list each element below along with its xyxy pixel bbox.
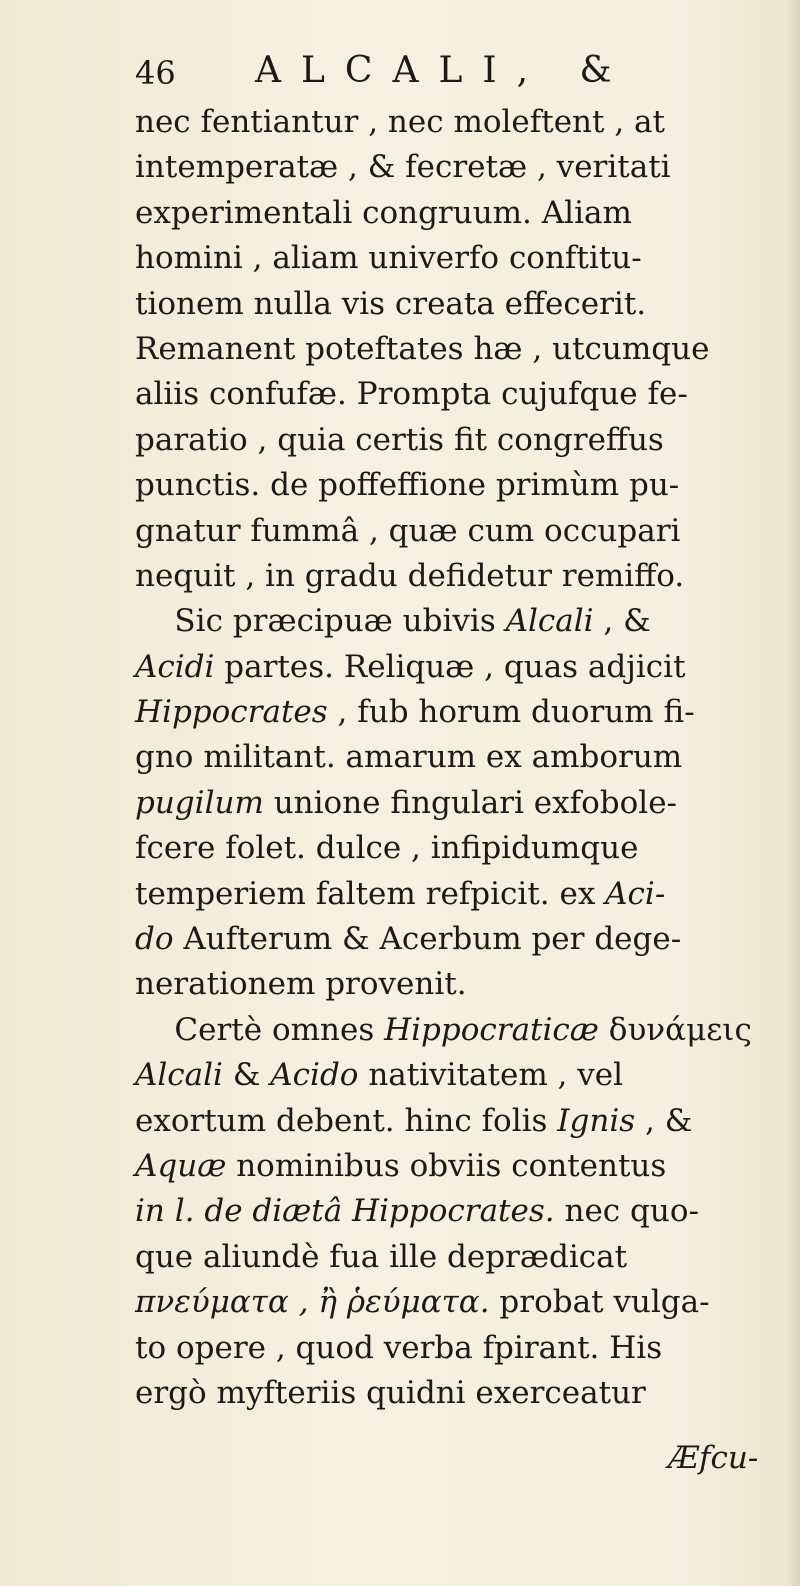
text-segment: partes. Reliquæ , quas adjicit — [214, 648, 686, 685]
text-segment: nequit , in gradu defidetur remiffo. — [135, 557, 685, 594]
italic-segment: Alcali — [505, 603, 594, 640]
text-segment: Remanent poteftates hæ , utcumque — [135, 330, 710, 367]
body-text — [135, 100, 780, 1416]
text-segment: intemperatæ , & fecretæ , veritati — [135, 149, 671, 186]
italic-segment: Hippocrates — [135, 694, 328, 731]
text-line — [135, 191, 780, 236]
text-segment: homini , aliam univerfo conftitu- — [135, 240, 642, 277]
text-line — [135, 1053, 780, 1098]
page-number: 46 — [135, 54, 176, 92]
text-segment: nerationem provenit. — [135, 966, 467, 1003]
text-line — [135, 599, 780, 644]
text-line — [135, 1326, 780, 1371]
text-segment: temperiem faltem refpicit. ex — [135, 875, 606, 912]
text-segment: , fub horum duorum fi- — [327, 694, 695, 731]
text-line — [135, 1371, 780, 1416]
catchword: Æfcu- — [668, 1440, 759, 1476]
text-line — [135, 690, 780, 735]
italic-segment: Hippocraticæ — [384, 1011, 599, 1048]
text-segment: unione fingulari exfobole- — [263, 784, 678, 821]
text-line — [135, 735, 780, 780]
text-segment: δυνάμεις — [598, 1011, 752, 1048]
italic-segment: Acido — [270, 1057, 359, 1094]
text-line — [135, 1235, 780, 1280]
text-line — [135, 1189, 780, 1234]
text-line — [135, 554, 780, 599]
text-segment: Sic præcipuæ ubivis — [135, 603, 506, 640]
text-line — [135, 1099, 780, 1144]
text-line — [135, 872, 780, 917]
text-segment: nominibus obviis contentus — [226, 1147, 667, 1184]
text-segment: que aliundè fua ille deprædicat — [135, 1238, 628, 1275]
text-segment: tionem nulla vis creata effecerit. — [135, 285, 647, 322]
text-segment: nec quo- — [554, 1193, 699, 1230]
text-segment: gnatur fummâ , quæ cum occupari — [135, 512, 681, 549]
text-segment: nativitatem , vel — [358, 1057, 624, 1094]
text-line — [135, 145, 780, 190]
text-segment: & — [222, 1057, 271, 1094]
text-segment: ergò myfteriis quidni exerceatur — [135, 1374, 646, 1411]
text-line — [135, 1008, 780, 1053]
page-edge-shadow — [786, 0, 800, 1586]
running-title: ALCALI, & — [255, 50, 632, 91]
text-segment: exortum debent. hinc folis — [135, 1102, 558, 1139]
text-line — [135, 372, 780, 417]
text-line — [135, 781, 780, 826]
text-segment: paratio , quia certis fit congreffus — [135, 421, 664, 458]
text-segment: Certè omnes — [135, 1011, 385, 1048]
text-segment: , & — [635, 1102, 693, 1139]
text-line — [135, 236, 780, 281]
text-line — [135, 509, 780, 554]
text-segment: gno militant. amarum ex amborum — [135, 739, 683, 776]
text-line — [135, 463, 780, 508]
text-segment: experimentali congruum. Aliam — [135, 194, 632, 231]
italic-segment: Aci- — [605, 875, 666, 912]
text-segment: , & — [593, 603, 651, 640]
italic-segment: Aquæ — [135, 1147, 227, 1184]
italic-segment: in l. de diætâ Hippocrates. — [135, 1193, 555, 1230]
italic-segment: do — [135, 921, 174, 958]
text-segment: punctis. de poffeffione primùm pu- — [135, 467, 680, 504]
text-line — [135, 100, 780, 145]
text-segment: Aufterum & Acerbum per dege- — [173, 921, 682, 958]
text-segment: to opere , quod verba fpirant. His — [135, 1329, 663, 1366]
text-line — [135, 1144, 780, 1189]
italic-segment: Alcali — [135, 1057, 223, 1094]
text-line — [135, 962, 780, 1007]
text-segment: aliis confufæ. Prompta cujufque fe- — [135, 376, 688, 413]
text-segment: fcere folet. dulce , infipidumque — [135, 830, 639, 867]
text-line — [135, 645, 780, 690]
text-segment: nec fentiantur , nec moleftent , at — [135, 104, 665, 140]
italic-segment: Acidi — [135, 648, 215, 685]
italic-segment: Ignis — [557, 1102, 636, 1139]
text-line — [135, 917, 780, 962]
text-line — [135, 826, 780, 871]
text-line — [135, 1280, 780, 1325]
text-line — [135, 282, 780, 327]
text-line — [135, 327, 780, 372]
page-header — [135, 48, 765, 94]
text-segment: probat vulga- — [489, 1284, 710, 1321]
italic-segment: πνεύματα , ἢ ῥεύματα. — [135, 1284, 490, 1321]
text-line — [135, 418, 780, 463]
italic-segment: pugilum — [135, 784, 264, 821]
